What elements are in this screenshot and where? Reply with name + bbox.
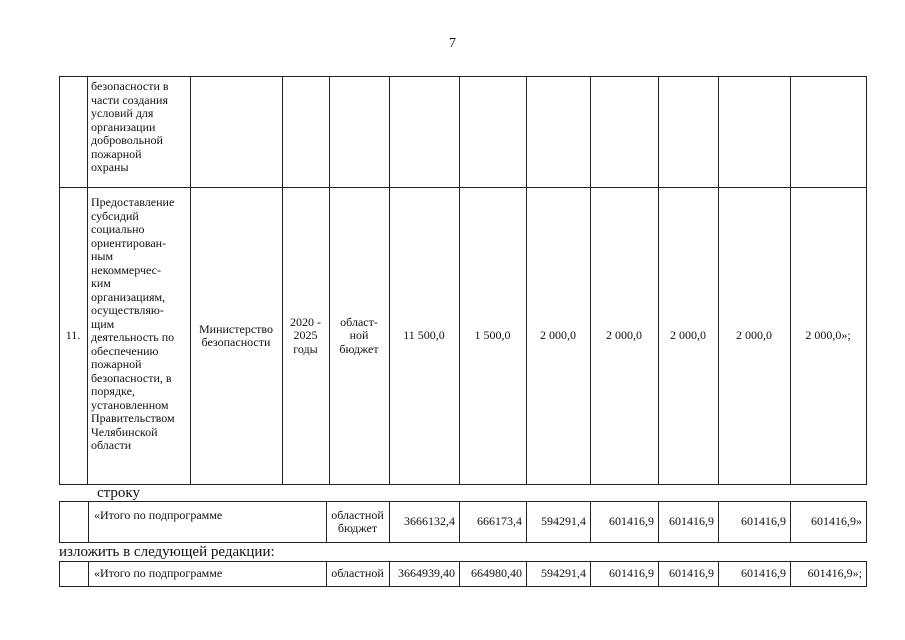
row-11-period: 2020 - 2025 годы <box>290 314 321 356</box>
row-11-value-2025: 2 000,0»; <box>805 328 851 343</box>
page-number: 7 <box>449 36 456 51</box>
new-total-value-total: 3664939,40 <box>398 566 455 581</box>
row-11-number: 11. <box>65 328 81 343</box>
row-11-value-total: 11 500,0 <box>403 328 445 343</box>
old-total-value-2021: 594291,4 <box>541 514 586 529</box>
table-border-top <box>59 76 867 77</box>
table-border-bottom <box>59 484 867 485</box>
row-11-value-2021: 2 000,0 <box>540 328 576 343</box>
new-total-value-2022: 601416,9 <box>609 566 654 581</box>
old-total-label: «Итого по подпрограмме <box>94 508 223 522</box>
old-total-value-2024: 601416,9 <box>741 514 786 529</box>
row-11-value-2023: 2 000,0 <box>670 328 706 343</box>
table-row-continuation-description: безопасности в части создания условий для организации добровольной пожарной охраны <box>91 79 169 174</box>
caption-edit: изложить в следующей редакции: <box>59 544 275 560</box>
row-11-description: Предоставление субсидий социально ориентирован- ным некоммерчес- ким организациям, осуществляю- щим деятельность по обеспечению пожарной безопасности, в порядке, установленном Правительством Челябинской области <box>91 195 175 452</box>
new-total-label: «Итого по подпрограмме <box>94 566 223 580</box>
row-11-value-2022: 2 000,0 <box>606 328 642 343</box>
old-total-value-2023: 601416,9 <box>669 514 714 529</box>
old-total-value-total: 3666132,4 <box>404 514 455 529</box>
old-total-value-2022: 601416,9 <box>609 514 654 529</box>
row-11-value-2024: 2 000,0 <box>736 328 772 343</box>
old-total-value-2025: 601416,9» <box>811 514 862 529</box>
new-total-value-2024: 601416,9 <box>741 566 786 581</box>
new-total-value-2023: 601416,9 <box>669 566 714 581</box>
row-11-source: област- ной бюджет <box>339 314 379 356</box>
new-total-value-2021: 594291,4 <box>541 566 586 581</box>
row-11-value-2020: 1 500,0 <box>474 328 511 343</box>
old-total-value-2020: 666173,4 <box>477 514 522 529</box>
new-total-source: областной <box>331 566 384 581</box>
caption-row: строку <box>97 485 140 501</box>
row-11-executor: Министерство безопасности <box>199 321 273 349</box>
new-total-value-2020: 664980,40 <box>471 566 522 581</box>
new-total-value-2025: 601416,9»; <box>807 566 862 581</box>
old-total-source: областной бюджет <box>331 507 384 535</box>
